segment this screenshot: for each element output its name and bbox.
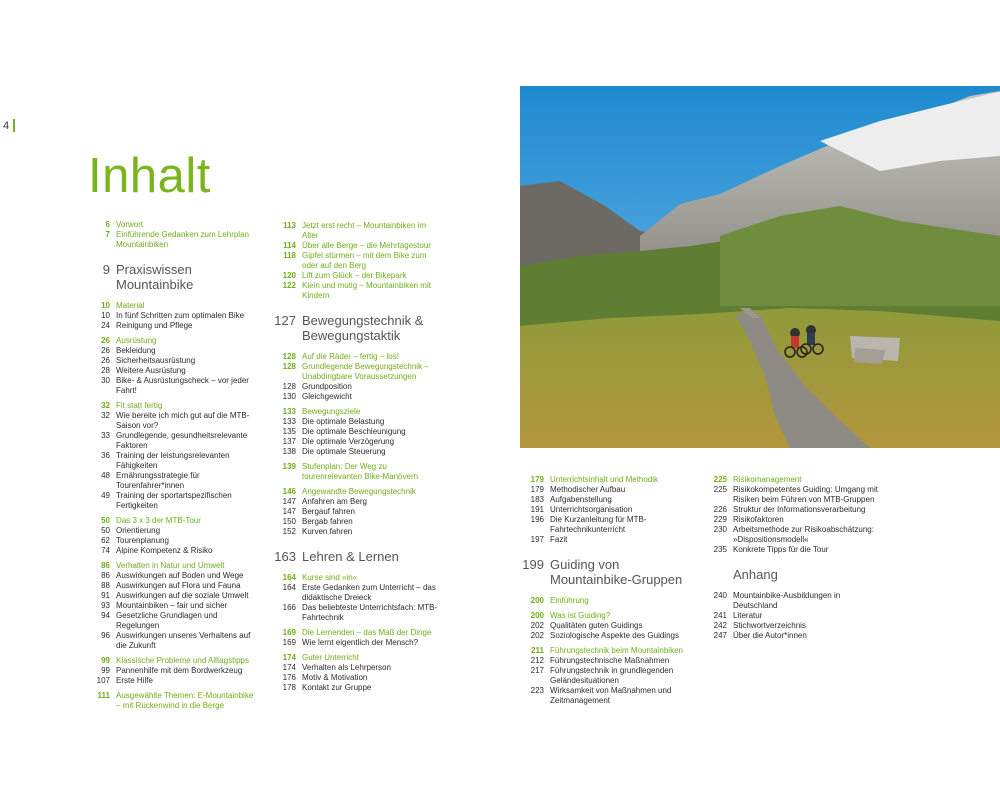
toc-page-number: 241 [713,611,727,620]
toc-page-number: 240 [713,591,727,600]
toc-page-number: 86 [101,571,110,580]
toc-page-number: 62 [101,536,110,545]
toc-entry[interactable] [522,621,694,631]
toc-entry-title: Bekleidung [116,346,156,355]
toc-entry[interactable] [522,631,694,641]
toc-entry-title: Grundposition [302,382,352,391]
toc-entry[interactable] [522,485,694,495]
toc-entry-title: Die optimale Beschleunigung [302,427,406,436]
toc-entry-title: Einführende Gedanken zum Lehrplan Mountainbiken [116,230,249,249]
toc-entry[interactable] [522,515,694,535]
toc-page-number: 225 [713,485,727,494]
toc-entry[interactable] [274,447,440,457]
toc-chapter-entry[interactable] [274,251,440,271]
toc-chapter-entry[interactable] [274,407,440,417]
toc-entry-title: Bewegungstechnik & Bewegungstaktik [302,313,424,343]
toc-entry-title: Die Lernenden – das Maß der Dinge [302,628,432,637]
toc-entry[interactable] [88,536,254,546]
toc-page-number: 164 [282,573,296,582]
toc-entry-title: Verhalten als Lehrperson [302,663,391,672]
toc-chapter-entry[interactable] [88,230,254,250]
toc-entry[interactable] [522,495,694,505]
toc-entry-title: Ausrüstung [116,336,157,345]
toc-entry-title: Mountainbiken – fair und sicher [116,601,228,610]
toc-page-number: 6 [105,220,110,229]
toc-entry-title: Orientierung [116,526,161,535]
toc-entry-title: Arbeitsmethode zur Risikoabschätzung: »Dispositionsmodell« [733,525,874,544]
toc-chapter-entry[interactable] [522,611,694,621]
toc-entry-title: Jetzt erst recht – Mountainbiken im Alter [302,221,427,240]
toc-page-number: 176 [282,673,296,682]
spacer [88,292,254,301]
toc-page-number: 179 [530,475,544,484]
toc-entry-title: Kontakt zur Gruppe [302,683,372,692]
page-number: 4 [3,120,10,132]
toc-entry-title: Fit statt fertig [116,401,163,410]
toc-page-number: 226 [713,505,727,514]
toc-page-number: 9 [102,262,110,277]
toc-entry-title: Gesetzliche Grundlagen und Regelungen [116,611,218,630]
toc-page-number: 211 [531,646,544,655]
toc-entry-title: Methodischer Aufbau [550,485,626,494]
toc-page-number: 183 [530,495,544,504]
toc-entry-title: Risikomanagement [733,475,802,484]
toc-chapter-entry[interactable] [274,487,440,497]
toc-chapter-entry[interactable] [522,596,694,606]
toc-entry[interactable] [88,676,254,686]
toc-chapter-entry[interactable] [274,281,440,301]
toc-page-number: 93 [101,601,110,610]
toc-page-number: 96 [101,631,110,640]
toc-page-number: 247 [713,631,727,640]
toc-entry-title: Auswirkungen auf die soziale Umwelt [116,591,249,600]
toc-entry-title: Training der sportartspezifischen Fertigkeiten [116,491,232,510]
toc-entry-title: Erste Hilfe [116,676,153,685]
toc-entry[interactable] [88,611,254,631]
toc-entry-title: Aufgabenstellung [550,495,612,504]
toc-page-number: 36 [101,451,110,460]
toc-entry-title: Stufenplan: Der Weg zu tourenrelevanten Bike-Manövern [302,462,419,481]
toc-entry[interactable] [522,656,694,666]
toc-page-number: 135 [282,427,296,436]
toc-page-number: 199 [522,557,544,572]
toc-entry[interactable] [88,471,254,491]
toc-entry[interactable] [88,526,254,536]
toc-page-number: 32 [101,411,110,420]
toc-section-heading[interactable] [88,262,254,292]
toc-entry[interactable] [274,583,440,603]
toc-page-number: 128 [282,382,296,391]
toc-page-number: 111 [97,691,110,700]
toc-chapter-entry[interactable] [88,656,254,666]
toc-page-number: 74 [101,546,110,555]
toc-entry-title: Angewandte Bewegungstechnik [302,487,416,496]
toc-entry-title: Das 3 x 3 der MTB-Tour [116,516,201,525]
toc-chapter-entry[interactable] [88,336,254,346]
toc-chapter-entry[interactable] [274,573,440,583]
toc-page-number: 10 [101,311,110,320]
toc-column-4 [705,475,880,641]
toc-entry-title: Klassische Probleme und Alltagstipps [116,656,249,665]
toc-chapter-entry[interactable] [274,628,440,638]
toc-entry-title: Literatur [733,611,763,620]
toc-entry-title: Unterrichtsinhalt und Methodik [550,475,659,484]
toc-entry[interactable] [88,411,254,431]
toc-page-number: 91 [101,591,110,600]
toc-page-number: 50 [101,526,110,535]
toc-entry-title: Auswirkungen auf Boden und Wege [116,571,244,580]
toc-column-2 [274,221,440,693]
toc-entry[interactable] [705,631,880,641]
toc-page-number: 152 [282,527,296,536]
toc-entry[interactable] [705,621,880,631]
toc-entry-title: Risikokompetentes Guiding: Umgang mit Risiken beim Führen von MTB-Gruppen [733,485,878,504]
toc-entry-title: Die optimale Verzögerung [302,437,395,446]
toc-page-number: 138 [282,447,296,456]
toc-page-number: 114 [283,241,296,250]
toc-column-1 [88,220,254,711]
toc-entry-title: Anfahren am Berg [302,497,367,506]
toc-page-number: 48 [101,471,110,480]
toc-entry-title: Ernährungsstrategie für Tourenfahrer*innen [116,471,200,490]
toc-entry-title: Mountainbike-Ausbildungen in Deutschland [733,591,841,610]
spacer [274,564,440,573]
toc-entry[interactable] [88,376,254,396]
toc-page-number: 202 [530,631,544,640]
toc-chapter-entry[interactable] [522,475,694,485]
toc-page-number: 50 [101,516,110,525]
toc-entry[interactable] [522,666,694,686]
toc-entry-title: Das beliebteste Unterrichtsfach: MTB-Fahrtechnik [302,603,438,622]
toc-page-number: 225 [713,475,727,484]
toc-entry[interactable] [274,517,440,527]
toc-chapter-entry[interactable] [274,462,440,482]
toc-page-number: 202 [530,621,544,630]
toc-entry-title: Erste Gedanken zum Unterricht – das didaktische Dreieck [302,583,436,602]
toc-page-number: 128 [282,362,296,371]
toc-entry[interactable] [705,505,880,515]
toc-page-number: 113 [283,221,296,230]
toc-page-number: 26 [101,336,110,345]
toc-entry[interactable] [522,535,694,545]
toc-page-number: 49 [101,491,110,500]
toc-entry-title: Auswirkungen auf Flora und Fauna [116,581,241,590]
toc-section-heading[interactable] [274,549,440,564]
toc-chapter-entry[interactable] [274,352,440,362]
toc-page-number: 86 [101,561,110,570]
toc-page-number: 33 [101,431,110,440]
toc-entry-title: Ausgewählte Themen: E-Mountainbike – mit Rückenwind in die Berge [116,691,254,710]
toc-entry[interactable] [88,311,254,321]
toc-entry-title: Die Kurzanleitung für MTB-Fahrtechnikunterricht [550,515,647,534]
toc-entry-title: Grundlegende Bewegungstechnik – Unabdingbare Voraussetzungen [302,362,429,381]
toc-entry[interactable] [274,527,440,537]
toc-chapter-entry[interactable] [88,301,254,311]
toc-page-number: 30 [101,376,110,385]
toc-chapter-entry[interactable] [522,646,694,656]
toc-page-number: 235 [713,545,727,554]
toc-page-number: 32 [101,401,110,410]
toc-entry-title: Über die Autor*innen [733,631,807,640]
toc-entry-title: Grundlegende, gesundheitsrelevante Faktoren [116,431,248,450]
toc-entry[interactable] [88,571,254,581]
toc-page-number: 7 [105,230,110,239]
toc-page-number: 229 [713,515,727,524]
toc-chapter-entry[interactable] [88,561,254,571]
toc-chapter-entry[interactable] [88,401,254,411]
toc-page-number: 133 [282,407,296,416]
toc-page-number: 166 [282,603,296,612]
toc-page-number: 137 [282,437,296,446]
toc-page-number: 118 [283,251,296,260]
toc-entry[interactable] [705,525,880,545]
toc-entry[interactable] [705,591,880,611]
toc-entry-title: Lift zum Glück – der Bikepark [302,271,407,280]
toc-page-number: 26 [101,356,110,365]
toc-column-3 [522,475,694,706]
spacer [88,250,254,262]
toc-entry[interactable] [705,545,880,555]
toc-page-number: 191 [530,505,544,514]
toc-entry[interactable] [274,507,440,517]
toc-entry-title: Konkrete Tipps für die Tour [733,545,829,554]
toc-page-number: 28 [101,366,110,375]
toc-entry-title: Guter Unterricht [302,653,359,662]
toc-page-number: 200 [530,611,544,620]
toc-entry[interactable] [88,346,254,356]
toc-chapter-entry[interactable] [705,475,880,485]
toc-entry-title: Auf die Räder – fertig – los! [302,352,399,361]
toc-entry[interactable] [88,546,254,556]
toc-entry-title: Lehren & Lernen [302,549,399,564]
toc-page-number: 147 [282,497,296,506]
toc-entry-title: Über alle Berge – die Mehrtagestour [302,241,431,250]
toc-entry[interactable] [274,417,440,427]
toc-entry-title: Kurse sind »in« [302,573,358,582]
toc-page-number: 164 [282,583,296,592]
toc-page-number: 200 [530,596,544,605]
toc-entry-title: Pannenhilfe mit dem Bordwerkzeug [116,666,243,675]
toc-entry[interactable] [274,673,440,683]
toc-page-number: 107 [96,676,110,685]
toc-entry[interactable] [88,491,254,511]
toc-page-number: 94 [101,611,110,620]
toc-entry-title: Unterrichtsorganisation [550,505,633,514]
toc-entry[interactable] [88,581,254,591]
toc-entry-title: Reinigung und Pflege [116,321,193,330]
spacer [274,301,440,313]
toc-page-number: 147 [282,507,296,516]
toc-entry-title: Kurven fahren [302,527,353,536]
toc-entry[interactable] [274,427,440,437]
toc-entry[interactable] [88,666,254,676]
toc-page-number: 122 [282,281,296,290]
toc-page-number: 223 [530,686,544,695]
toc-page-number: 230 [713,525,727,534]
toc-entry-title: Bewegungsziele [302,407,361,416]
toc-entry[interactable] [88,321,254,331]
toc-page-number: 128 [282,352,296,361]
spacer [705,582,880,591]
toc-entry-title: Qualitäten guten Guidings [550,621,643,630]
toc-entry-title: Tourenplanung [116,536,169,545]
toc-entry-title: Führungstechnik in grundlegenden Geländesituationen [550,666,674,685]
toc-page-number: 139 [282,462,296,471]
toc-entry-title: Weitere Ausrüstung [116,366,186,375]
toc-page-number: 26 [101,346,110,355]
toc-entry[interactable] [705,485,880,505]
toc-entry-title: Wie lernt eigentlich der Mensch? [302,638,419,647]
page-number-bar [13,119,15,132]
toc-entry[interactable] [88,451,254,471]
spacer [274,343,440,352]
toc-page-number: 127 [274,313,296,328]
toc-entry-title: Fazit [550,535,568,544]
toc-entry-title: Guiding von Mountainbike-Gruppen [550,557,683,587]
toc-section-heading[interactable] [522,557,694,587]
toc-entry-title: Führungstechnische Maßnahmen [550,656,670,665]
toc-entry[interactable] [88,431,254,451]
mountain-bike-photo [520,86,1000,448]
toc-entry-title: Alpine Kompetenz & Risiko [116,546,213,555]
toc-entry[interactable] [705,515,880,525]
toc-page-number: 217 [530,666,544,675]
toc-entry-title: Klein und mutig – Mountainbiken mit Kindern [302,281,431,300]
toc-page-number: 120 [282,271,296,280]
toc-section-heading[interactable] [274,313,440,343]
toc-entry[interactable] [88,631,254,651]
toc-entry[interactable] [274,382,440,392]
toc-page-number: 197 [530,535,544,544]
toc-page-number: 178 [282,683,296,692]
toc-entry[interactable] [522,505,694,515]
toc-chapter-entry[interactable] [274,241,440,251]
toc-entry-title: Motiv & Motivation [302,673,368,682]
toc-page-number: 212 [530,656,544,665]
toc-chapter-entry[interactable] [88,220,254,230]
toc-chapter-entry[interactable] [274,362,440,382]
toc-entry-title: In fünf Schritten zum optimalen Bike [116,311,245,320]
toc-entry-title: Wirksamkeit von Maßnahmen und Zeitmanagement [550,686,672,705]
toc-page-number [705,567,733,582]
toc-page-number: 169 [282,638,296,647]
toc-entry-title: Stichwortverzeichnis [733,621,806,630]
toc-page-number: 169 [282,628,296,637]
spacer [705,555,880,567]
toc-entry-title: Struktur der Informationsverarbeitung [733,505,866,514]
toc-chapter-entry[interactable] [274,221,440,241]
toc-entry-title: Soziologische Aspekte des Guidings [550,631,679,640]
toc-page-number: 242 [713,621,727,630]
toc-entry[interactable] [88,601,254,611]
spacer [274,537,440,549]
toc-entry[interactable] [88,366,254,376]
toc-entry-title: Bergab fahren [302,517,353,526]
toc-entry-title: Verhalten in Natur und Umwelt [116,561,225,570]
toc-entry-title: Training der leistungsrelevanten Fähigkeiten [116,451,230,470]
toc-entry-title: Bergauf fahren [302,507,355,516]
toc-entry[interactable] [274,683,440,693]
toc-entry-title: Risikofaktoren [733,515,784,524]
toc-entry-title: Vorwort [116,220,144,229]
page-title: Inhalt [88,149,211,203]
toc-page-number: 99 [101,656,110,665]
toc-entry[interactable] [88,356,254,366]
toc-page-number: 179 [530,485,544,494]
toc-page-number: 174 [282,663,296,672]
toc-entry-title: Wie bereite ich mich gut auf die MTB-Saison vor? [116,411,250,430]
toc-entry-title: Einführung [550,596,589,605]
toc-chapter-entry[interactable] [88,691,254,711]
toc-entry-title: Führungstechnik beim Mountainbiken [550,646,683,655]
toc-entry-title: Die optimale Belastung [302,417,385,426]
toc-entry-title: Auswirkungen unseres Verhaltens auf die Zukunft [116,631,251,650]
spacer [522,587,694,596]
toc-page-number: 196 [530,515,544,524]
toc-entry[interactable] [274,603,440,623]
toc-entry-title: Bike- & Ausrüstungscheck – vor jeder Fahrt! [116,376,249,395]
toc-entry-title: Material [116,301,145,310]
toc-entry-title: Was ist Guiding? [550,611,611,620]
toc-entry-title: Gipfel stürmen – mit dem Bike zum oder auf den Berg [302,251,427,270]
toc-page-number: 10 [101,301,110,310]
toc-entry[interactable] [274,497,440,507]
toc-page-number: 146 [282,487,296,496]
toc-entry-title: Gleichgewicht [302,392,352,401]
toc-entry[interactable] [88,591,254,601]
toc-entry[interactable] [274,437,440,447]
toc-entry[interactable] [522,686,694,706]
toc-chapter-entry[interactable] [88,516,254,526]
toc-entry[interactable] [274,663,440,673]
toc-page-number: 130 [282,392,296,401]
toc-section-heading[interactable] [705,567,880,582]
toc-entry-title: Sicherheitsausrüstung [116,356,196,365]
toc-chapter-entry[interactable] [274,271,440,281]
toc-entry[interactable] [274,392,440,402]
toc-entry[interactable] [705,611,880,621]
toc-chapter-entry[interactable] [274,653,440,663]
spacer [522,545,694,557]
toc-entry-title: Praxiswissen Mountainbike [116,262,194,292]
toc-page-number: 150 [282,517,296,526]
toc-page-number: 163 [274,549,296,564]
toc-page-number: 174 [282,653,296,662]
toc-page-number: 133 [282,417,296,426]
toc-entry[interactable] [274,638,440,648]
toc-entry-title: Anhang [733,567,778,582]
toc-page-number: 88 [101,581,110,590]
toc-page-number: 99 [101,666,110,675]
toc-page-number: 24 [101,321,110,330]
toc-entry-title: Die optimale Steuerung [302,447,386,456]
